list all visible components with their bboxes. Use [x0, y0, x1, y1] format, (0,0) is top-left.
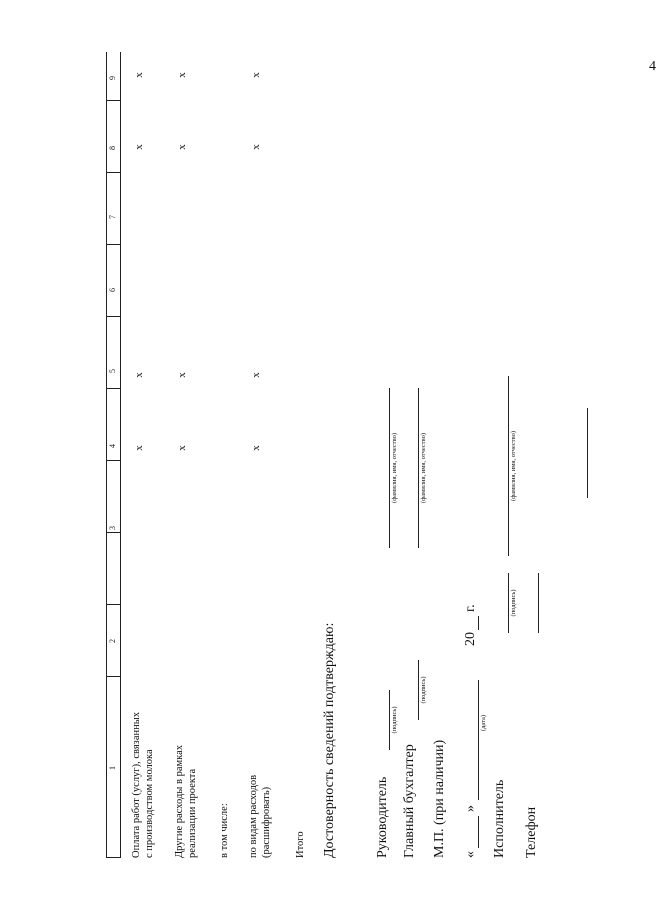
- closing-line: [587, 408, 588, 498]
- date-month-line: [478, 680, 479, 800]
- executor-label: Исполнитель: [492, 779, 507, 858]
- name-caption: (фамилия, имя, отчество): [510, 430, 517, 502]
- rotated-form-sheet: [80, 58, 630, 858]
- column-number: 5: [108, 369, 117, 373]
- table-cell-x: х: [133, 72, 145, 78]
- row-label-line: в том числе:: [219, 803, 230, 858]
- head-name-line: [389, 388, 390, 548]
- date-quote-open: «: [463, 851, 478, 858]
- row-label-line: по видам расходов: [248, 774, 259, 858]
- name-caption: (фамилия, имя, отчество): [391, 432, 398, 504]
- column-number: 9: [108, 76, 117, 80]
- seal-label: М.П. (при наличии): [432, 739, 447, 858]
- head-label: Руководитель: [375, 776, 390, 858]
- row-label-line: (расшифровать): [261, 786, 272, 858]
- year-prefix: 20: [463, 632, 478, 646]
- col-divider: [106, 316, 120, 317]
- table-cell-x: х: [176, 445, 188, 451]
- date-day-line: [478, 816, 479, 848]
- col-divider: [106, 676, 120, 677]
- col-divider: [106, 857, 120, 858]
- table-row-label: [218, 803, 231, 858]
- certification-title: Достоверность сведений подтверждаю:: [322, 622, 337, 858]
- column-number: 3: [108, 526, 117, 530]
- date-quote-close: »: [463, 805, 478, 812]
- page-number: 4: [649, 59, 656, 74]
- accountant-signature-line: [418, 660, 419, 720]
- date-caption: (дата): [480, 714, 487, 732]
- col-divider: [106, 244, 120, 245]
- executor-signature-line: [508, 573, 509, 633]
- table-row-label: [130, 712, 156, 858]
- col-divider: [106, 460, 120, 461]
- column-number: 4: [108, 444, 117, 448]
- table-row-label: [294, 831, 307, 858]
- column-number: 2: [108, 639, 117, 643]
- phone-line: [538, 573, 539, 633]
- column-number: 6: [108, 288, 117, 292]
- column-number: 1: [108, 766, 117, 770]
- col-divider: [106, 388, 120, 389]
- column-number: 8: [108, 146, 117, 150]
- accountant-name-line: [418, 388, 419, 548]
- row-label-line: реализации проекта: [187, 768, 198, 858]
- col-divider: [106, 172, 120, 173]
- table-cell-x: х: [250, 372, 262, 378]
- col-divider: [106, 604, 120, 605]
- table-cell-x: х: [250, 144, 262, 150]
- table-cell-x: х: [133, 372, 145, 378]
- signature-caption: (подпись): [391, 706, 398, 734]
- signature-caption: (подпись): [420, 676, 427, 704]
- table-row-label: [247, 775, 273, 858]
- name-caption: (фамилия, имя, отчество): [420, 432, 427, 504]
- table-cell-x: х: [133, 144, 145, 150]
- row-label-line: Оплата работ (услуг), связанных: [131, 711, 142, 858]
- header-bottom-border: [120, 52, 121, 858]
- col-divider: [106, 100, 120, 101]
- table-cell-x: х: [133, 445, 145, 451]
- signature-caption: (подпись): [510, 589, 517, 617]
- row-label-line: с производством молока: [144, 749, 155, 858]
- head-signature-line: [389, 690, 390, 750]
- row-label-line: Итого: [295, 831, 306, 858]
- table-cell-x: х: [176, 144, 188, 150]
- table-cell-x: х: [250, 72, 262, 78]
- executor-name-line: [508, 376, 509, 556]
- phone-label: Телефон: [524, 806, 539, 858]
- table-cell-x: х: [176, 372, 188, 378]
- date-year-line: [478, 616, 479, 630]
- table-row-label: [173, 745, 199, 858]
- column-number: 7: [108, 215, 117, 219]
- row-label-line: Другие расходы в рамках: [174, 745, 185, 858]
- chief-accountant-label: Главный бухгалтер: [402, 744, 417, 858]
- year-suffix: г.: [463, 604, 478, 612]
- table-cell-x: х: [250, 445, 262, 451]
- table-cell-x: х: [176, 72, 188, 78]
